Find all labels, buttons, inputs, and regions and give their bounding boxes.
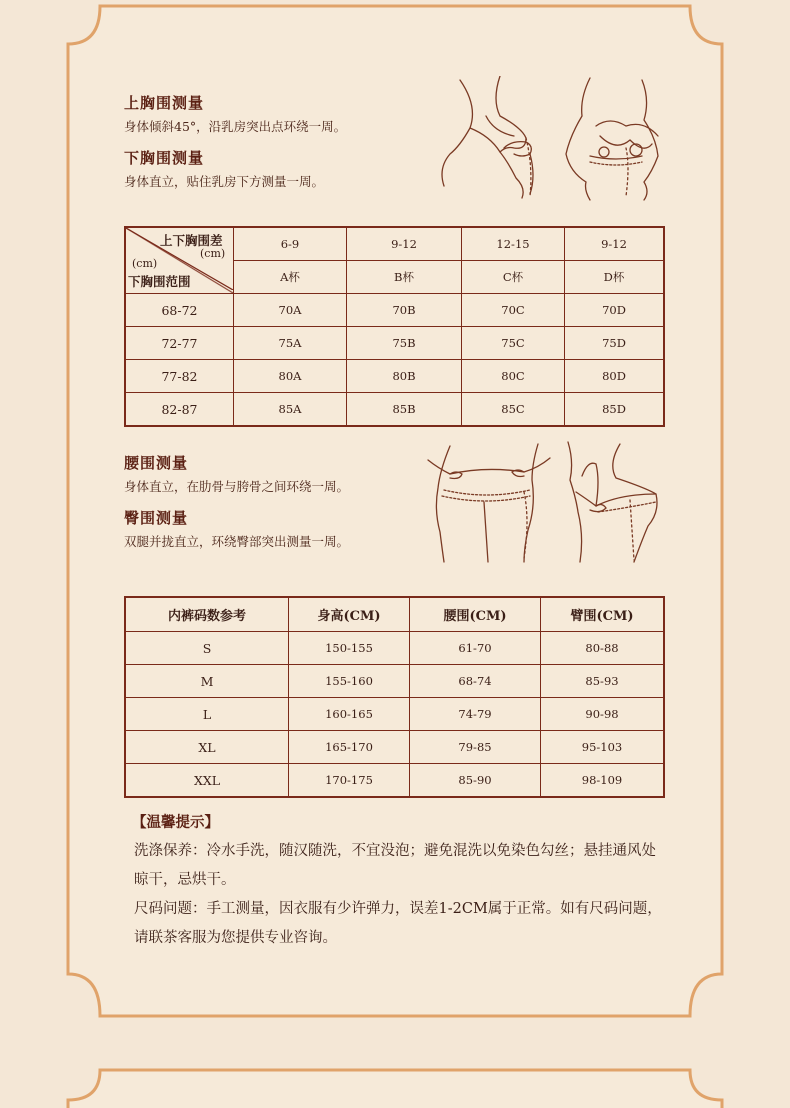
hip-section (124, 507, 349, 550)
size-tip: 尺码问题：手工测量，因衣服有少许弹力，误差1-2CM属于正常。如有尺码问题，请联茶客服为您提供专业咨询。 (134, 901, 662, 946)
waist-cell: 74-79 (410, 698, 541, 731)
cup-header: A杯 (234, 261, 347, 294)
diff-header: 9-12 (347, 227, 462, 261)
table-row (125, 360, 664, 393)
size-cell: 80B (347, 360, 462, 393)
range-cell: 82-87 (125, 393, 234, 427)
table-row (125, 227, 664, 261)
size-cell: 80D (565, 360, 665, 393)
size-cell: 70C (462, 294, 565, 327)
hip-cell: 98-109 (541, 764, 665, 798)
hip-cell: 85-93 (541, 665, 665, 698)
waist-section (124, 452, 349, 495)
height-cell: 150-155 (289, 632, 410, 665)
size-cell: XL (125, 731, 289, 764)
under-bust-section (124, 147, 324, 190)
size-cell: 85A (234, 393, 347, 427)
size-cell: 75D (565, 327, 665, 360)
col-header: 身高(CM) (289, 597, 410, 632)
tips-section (134, 808, 664, 953)
table-row (125, 764, 664, 798)
range-cell: 72-77 (125, 327, 234, 360)
table-row (125, 698, 664, 731)
table-row (125, 327, 664, 360)
under-bust-desc: 身体直立，贴住乳房下方测量一周。 (124, 174, 325, 189)
corner-top-label: 上下胸围差 (160, 233, 223, 248)
table-row (125, 393, 664, 427)
care-tip: 洗涤保养：冷水手洗，随汉随洗，不宜没泡；避免混洗以免染色勾丝；悬挂通风处晾干，忌烘干。 (134, 843, 656, 888)
bust-measure-illustration (430, 76, 665, 201)
height-cell: 160-165 (289, 698, 410, 731)
size-cell: 70B (347, 294, 462, 327)
waist-cell: 61-70 (410, 632, 541, 665)
size-cell: 85B (347, 393, 462, 427)
waist-hip-illustration (420, 440, 665, 565)
size-cell: 80A (234, 360, 347, 393)
size-cell: 85D (565, 393, 665, 427)
height-cell: 170-175 (289, 764, 410, 798)
waist-cell: 68-74 (410, 665, 541, 698)
table-corner-cell (125, 227, 234, 294)
size-cell: M (125, 665, 289, 698)
diff-header: 9-12 (565, 227, 665, 261)
cup-header: C杯 (462, 261, 565, 294)
size-cell: 85C (462, 393, 565, 427)
size-cell: L (125, 698, 289, 731)
under-bust-title: 下胸围测量 (124, 149, 205, 167)
size-cell: 70D (565, 294, 665, 327)
hip-title: 臀围测量 (124, 509, 189, 527)
waist-desc: 身体直立，在肋骨与胯骨之间环绕一周。 (124, 479, 350, 494)
table-row (125, 632, 664, 665)
hip-cell: 95-103 (541, 731, 665, 764)
cup-header: D杯 (565, 261, 665, 294)
size-cell: S (125, 632, 289, 665)
height-cell: 155-160 (289, 665, 410, 698)
col-header: 腰围(CM) (410, 597, 541, 632)
corner-unit-right: (cm) (200, 247, 226, 260)
range-cell: 68-72 (125, 294, 234, 327)
upper-bust-section (124, 92, 346, 135)
table-row (125, 731, 664, 764)
cup-header: B杯 (347, 261, 462, 294)
hip-cell: 90-98 (541, 698, 665, 731)
size-cell: 80C (462, 360, 565, 393)
col-header: 内裤码数参考 (125, 597, 289, 632)
waist-cell: 85-90 (410, 764, 541, 798)
col-header: 臂围(CM) (541, 597, 665, 632)
height-cell: 165-170 (289, 731, 410, 764)
size-cell: 75C (462, 327, 565, 360)
table-header-row (125, 597, 664, 632)
size-cell: 75B (347, 327, 462, 360)
range-cell: 77-82 (125, 360, 234, 393)
hip-cell: 80-88 (541, 632, 665, 665)
panty-size-table (124, 596, 665, 798)
corner-bottom-label: 下胸围范围 (128, 274, 191, 289)
size-cell: XXL (125, 764, 289, 798)
corner-unit-left: (cm) (132, 257, 158, 270)
upper-bust-desc: 身体倾斜45°，沿乳房突出点环绕一周。 (124, 119, 347, 134)
hip-desc: 双腿并拢直立，环绕臀部突出测量一周。 (124, 534, 350, 549)
bra-size-table (124, 226, 665, 427)
waist-cell: 79-85 (410, 731, 541, 764)
next-card-border (68, 1070, 722, 1108)
table-row (125, 294, 664, 327)
waist-title: 腰围测量 (124, 454, 189, 472)
diff-header: 6-9 (234, 227, 347, 261)
table-row (125, 665, 664, 698)
diff-header: 12-15 (462, 227, 565, 261)
size-cell: 75A (234, 327, 347, 360)
tips-heading: 【温馨提示】 (132, 814, 219, 831)
upper-bust-title: 上胸围测量 (124, 94, 205, 112)
size-cell: 70A (234, 294, 347, 327)
